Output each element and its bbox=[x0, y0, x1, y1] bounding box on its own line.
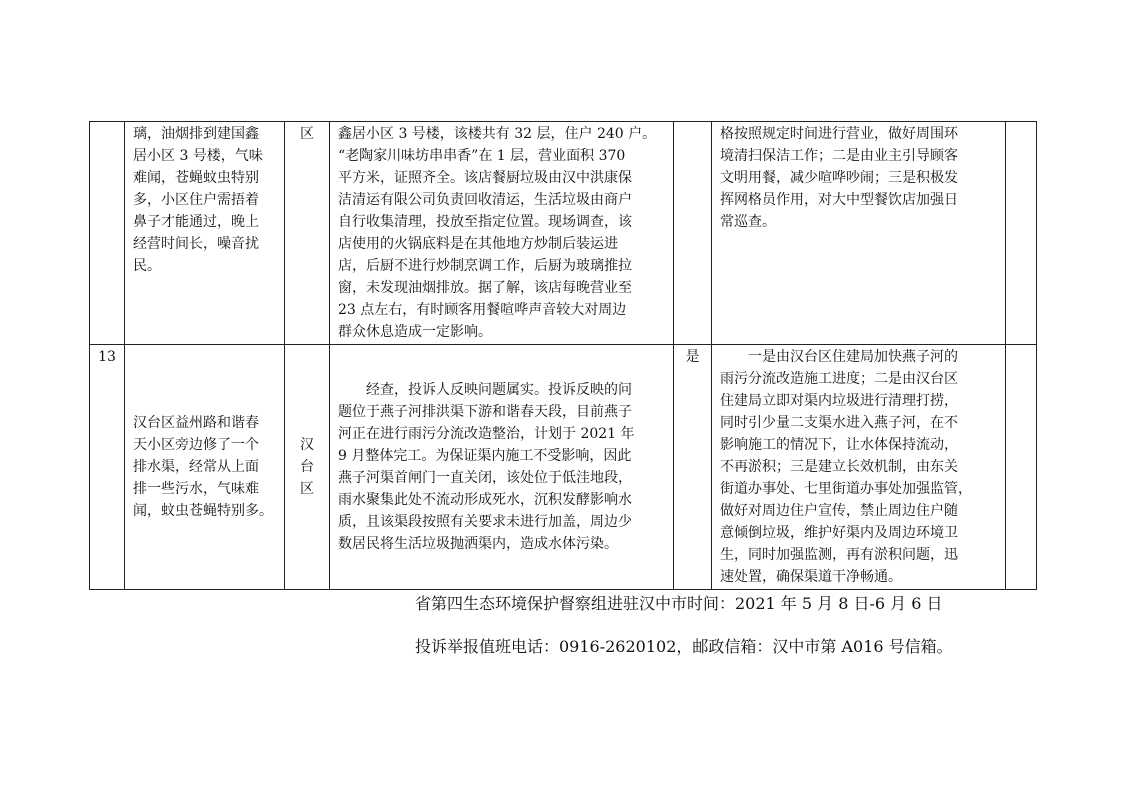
investigation-result: 经查，投诉人反映问题属实。投诉反映的问 题位于燕子河排洪渠下游和谐春天段，目前燕子 河正在进行雨污分流改造整治，计划于 2021 年 9 月整体完工。为保证渠内施工不受影响，因此 燕子河渠首闸门一直关闭，该处位于低洼地段， 雨水聚集此处不流动形成死水，沉积发酵影响水 质，且该渠段按照有关要求未进行加盖，周边少 数居民将生活垃圾抛洒渠内，造成水体污染。 bbox=[330, 345, 674, 590]
extra-cell bbox=[1006, 122, 1037, 345]
complaint-content: 璃，油烟排到建国鑫 居小区 3 号楼，气味 难闻，苍蝇蚊虫特别 多，小区住户需捂着 鼻子才能通过，晚上 经营时间长，噪音扰 民。 bbox=[125, 122, 285, 345]
handling-measures: 格按照规定时间进行营业，做好周围环 境清扫保洁工作；二是由业主引导顾客 文明用餐，减少喧哗吵闹；三是积极发 挥网格员作用，对大中型餐饮店加强日 常巡查。 bbox=[712, 122, 1006, 345]
table-row bbox=[90, 122, 1037, 345]
row-number: 13 bbox=[90, 345, 125, 590]
investigation-result: 鑫居小区 3 号楼，该楼共有 32 层，住户 240 户。 “老陶家川味坊串串香”在 1 层，营业面积 370 平方米，证照齐全。该店餐厨垃圾由汉中洪康保 洁清运有限公司负责回收清运，生活垃圾由商户 自行收集清理，投放至指定位置。现场调查，该 店使用的火锅底料是在其他地方炒制后装运进 店，后厨不进行炒制烹调工作，后厨为玻璃推拉 窗，未发现油烟排放。据了解，该店每晚营业至 23 点左右，有时顾客用餐喧哗声音较大对周边 群众休息造成一定影响。 bbox=[330, 122, 674, 345]
hotline-note: 投诉举报值班电话：0916-2620102，邮政信箱：汉中市第 A016 号信箱。 bbox=[415, 637, 953, 656]
complaint-table bbox=[89, 121, 1037, 590]
district-cell: 汉 台 区 bbox=[285, 345, 330, 590]
row-number bbox=[90, 122, 125, 345]
handling-measures: 一是由汉台区住建局加快燕子河的 雨污分流改造施工进度；二是由汉台区 住建局立即对渠内垃圾进行清理打捞， 同时引少量二支渠水进入燕子河，在不 影响施工的情况下，让水体保持流动， 不再淤积；三是建立长效机制，由东关 街道办事处、七里街道办事处加强监管， 做好对周边住户宣传，禁止周边住户随 意倾倒垃圾，维护好渠内及周边环境卫 生，同时加强监测，再有淤积问题，迅 速处置，确保渠道干净畅通。 bbox=[712, 345, 1006, 590]
verified-flag: 是 bbox=[674, 345, 712, 590]
table-row bbox=[90, 345, 1037, 590]
extra-cell bbox=[1006, 345, 1037, 590]
complaint-content: 汉台区益州路和谐春 天小区旁边修了一个 排水渠，经常从上面 排一些污水，气味难 闻，蚊虫苍蝇特别多。 bbox=[125, 345, 285, 590]
district-cell: 区 bbox=[285, 122, 330, 345]
verified-flag bbox=[674, 122, 712, 345]
inspection-period-note: 省第四生态环境保护督察组进驻汉中市时间：2021 年 5 月 8 日-6 月 6 日 bbox=[415, 594, 943, 613]
